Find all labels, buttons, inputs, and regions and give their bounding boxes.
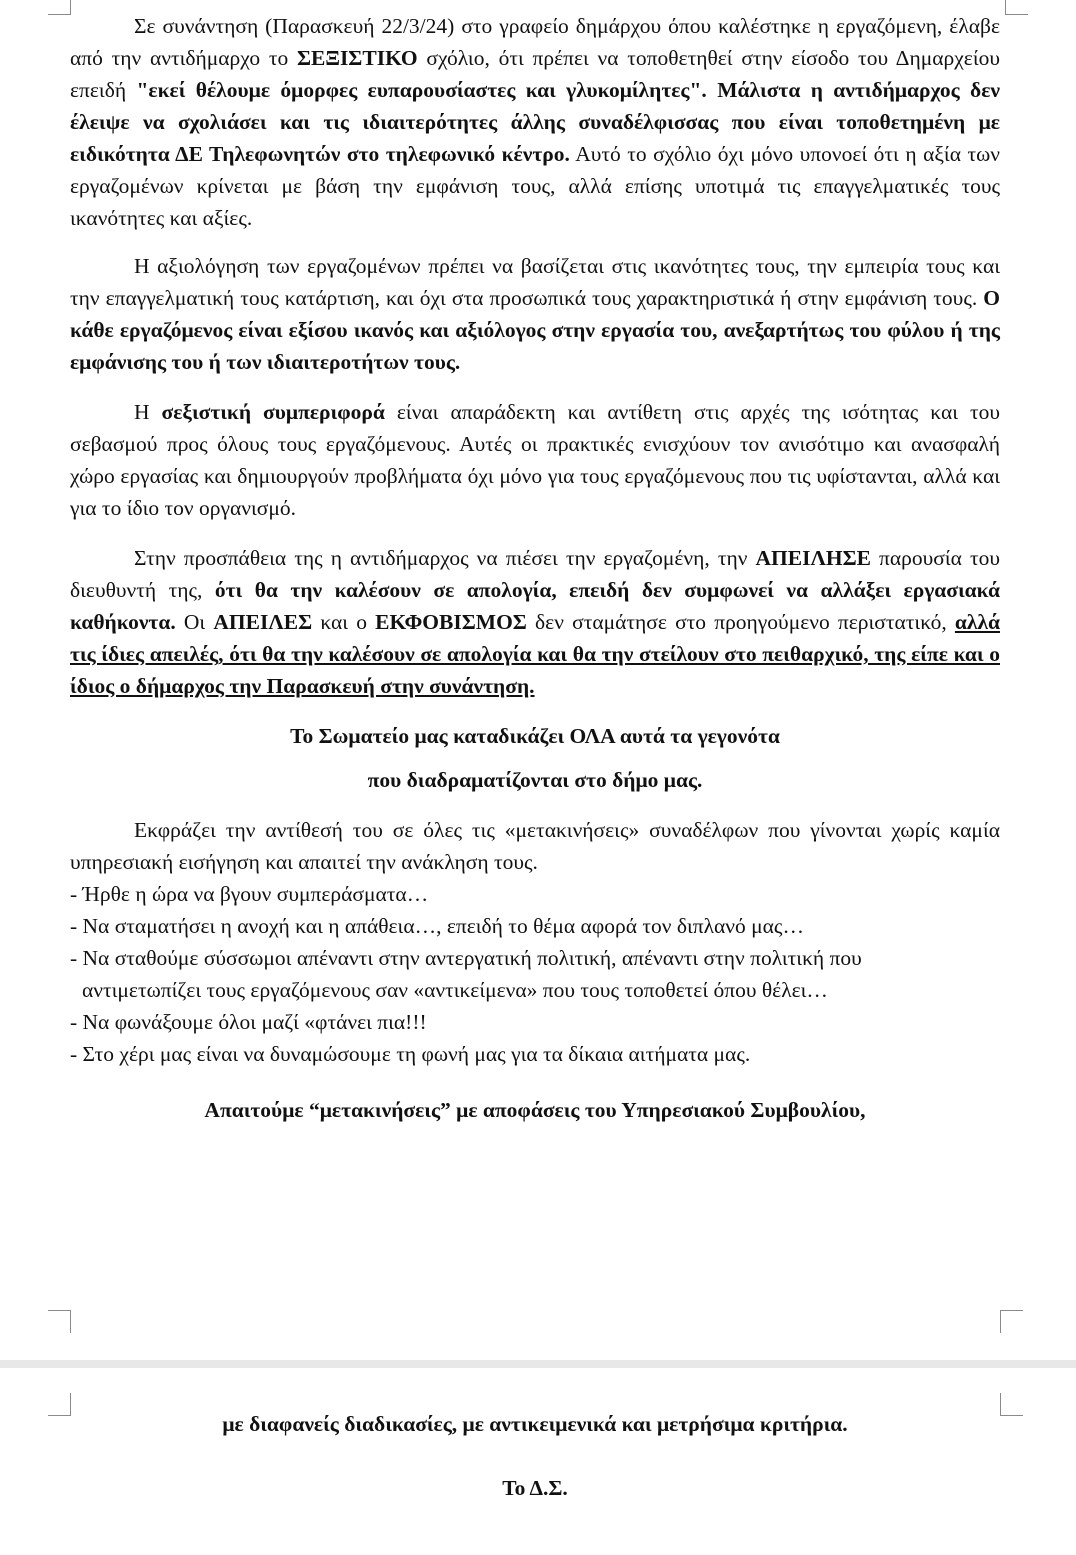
text-span: Οι: [175, 610, 214, 634]
statement-line-2: που διαδραματίζονται στο δήμο μας.: [367, 768, 703, 792]
list-item: - Να φωνάξουμε όλοι μαζί «φτάνει πια!!!: [70, 1010, 427, 1034]
closing-demand-line-2: με διαφανείς διαδικασίες, με αντικειμενικά και μετρήσιμα κριτήρια.: [222, 1412, 848, 1436]
bold-text: ότι θα την καλέσουν σε απολογία, επειδή δεν συμφωνεί να αλλάξει εργασιακά καθήκοντα.: [70, 578, 1000, 634]
text-span: Αυτό το σχόλιο όχι μόνο υπονοεί ότι η αξία των εργαζομένων κρίνεται με βάση την εμφάνιση τους, αλλά επίσης υποτιμά τις επαγγελματικές τους ικανότητες και αξίες.: [70, 142, 1000, 230]
list-item: - Στο χέρι μας είναι να δυναμώσουμε τη φωνή μας για τα δίκαια αιτήματα μας.: [70, 1042, 751, 1066]
document-body-page-2: [70, 1408, 1000, 1504]
closing-demand-line-1: Απαιτούμε “μετακινήσεις” με αποφάσεις του Υπηρεσιακού Συμβουλίου,: [204, 1098, 866, 1122]
text-span: και ο: [312, 610, 376, 634]
text-span: Η αξιολόγηση των εργαζομένων πρέπει να βασίζεται στις ικανότητες τους, την εμπειρία τους και την επαγγελματική τους κατάρτιση, και όχι στα προσωπικά τους χαρακτηριστικά ή στην εμφάνιση τους.: [70, 254, 1000, 310]
crop-mark-top-left: [48, 1393, 71, 1416]
list-item-continuation: αντιμετωπίζει τους εργαζόμενους σαν «αντικείμενα» που τους τοποθετεί όπου θέλει…: [82, 978, 828, 1002]
bold-text: ΣΕΞΙΣΤΙΚΟ: [296, 46, 418, 70]
page-separator: [0, 1360, 1076, 1368]
bold-text: σεξιστική συμπεριφορά: [161, 400, 385, 424]
text-span: Η: [134, 400, 162, 424]
crop-mark-top-left: [48, 0, 71, 15]
statement-line-1: Το Σωματείο μας καταδικάζει ΟΛΑ αυτά τα γεγονότα: [290, 724, 780, 748]
paragraph-threats: [70, 542, 1000, 702]
signature: Το Δ.Σ.: [502, 1476, 568, 1500]
crop-mark-bottom-right: [1000, 1310, 1023, 1333]
text-span: Στην προσπάθεια της η αντιδήμαρχος να πιέσει την εργαζομένη, την: [134, 546, 756, 570]
list-item: - Να σταματήσει η ανοχή και η απάθεια…, επειδή το θέμα αφορά τον διπλανό μας…: [70, 914, 804, 938]
text-span: δεν σταμάτησε στο προηγούμενο περιστατικό,: [526, 610, 955, 634]
text-span: σχόλιο, ότι πρέπει να τοποθετηθεί στην είσοδο του Δημαρχείου επειδή: [70, 46, 1000, 102]
paragraph-meeting-incident: [70, 10, 1000, 234]
crop-mark-bottom-left: [48, 1310, 71, 1333]
document-body: [70, 10, 1000, 1126]
paragraph-sexist-behaviour: [70, 396, 1000, 524]
bold-text: Ο κάθε εργαζόμενος είναι εξίσου ικανός και αξιόλογος στην εργασία του, ανεξαρτήτως του φύλου ή της εμφάνισης του ή των ιδιαιτεροτήτων τους.: [70, 286, 1000, 374]
bold-text: ΑΠΕΙΛΗΣΕ: [755, 546, 871, 570]
document-page-2: [0, 1368, 1076, 1555]
bold-text: ΕΚΦΟΒΙΣΜΟΣ: [375, 610, 527, 634]
paragraph-opposition: Εκφράζει την αντίθεσή του σε όλες τις «μετακινήσεις» συναδέλφων που γίνονται χωρίς καμία υπηρεσιακή εισήγηση και απαιτεί την ανάκληση τους.: [70, 818, 1000, 874]
text-span: είναι απαράδεκτη και αντίθετη στις αρχές της ισότητας και του σεβασμού προς όλους τους εργαζόμενους. Αυτές οι πρακτικές ενισχύουν τον ανισότιμο και ανασφαλή χώρο εργασίας και δημιουργούν προβλήματα όχι μόνο για τους εργαζόμενους που τις υφίστανται, αλλά και για το ίδιο τον οργανισμό.: [70, 400, 1001, 520]
paragraph-evaluation: [70, 250, 1000, 378]
list-item: - Ήρθε η ώρα να βγουν συμπεράσματα…: [70, 882, 429, 906]
list-item: - Να σταθούμε σύσσωμοι απέναντι στην αντεργατική πολιτική, απέναντι στην πολιτική που: [70, 946, 862, 970]
bold-text: "εκεί θέλουμε όμορφες ευπαρουσίαστες και γλυκομίλητες". Μάλιστα η αντιδήμαρχος δεν έλειψε να σχολιάσει και τις ιδιαιτερότητες άλλης συναδέλφισσας που είναι τοποθετημένη με ειδικότητα ΔΕ Τηλεφωνητών στο τηλεφωνικό κέντρο.: [70, 78, 1001, 166]
bold-underlined-text: αλλά τις ίδιες απειλές, ότι θα την καλέσουν σε απολογία και θα την στείλουν στο πειθαρχικό, της είπε και ο ίδιος ο δήμαρχος την Παρασκευή στην συνάντηση.: [70, 610, 1001, 698]
crop-mark-top-right: [1000, 1393, 1023, 1416]
text-span: παρουσία του διευθυντή της,: [70, 546, 1001, 602]
crop-mark-top-right: [1005, 0, 1028, 15]
bold-text: ΑΠΕΙΛΕΣ: [213, 610, 313, 634]
text-span: Σε συνάντηση (Παρασκευή 22/3/24) στο γραφείο δημάρχου όπου καλέστηκε η εργαζόμενη, έλαβε από την αντιδήμαρχο το: [70, 14, 1000, 70]
